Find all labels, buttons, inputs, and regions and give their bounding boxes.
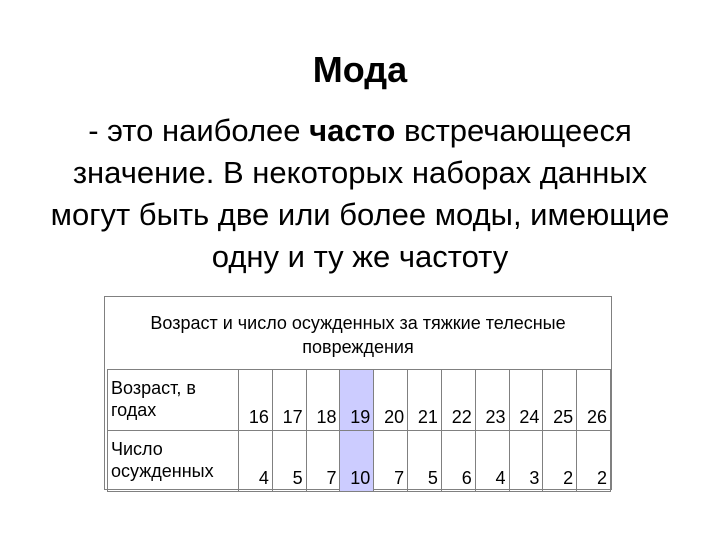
table-cell: 26 — [577, 370, 611, 431]
table-cell: 5 — [408, 431, 442, 492]
table-cell: 6 — [441, 431, 475, 492]
table-cell: 23 — [475, 370, 509, 431]
table-cell: 18 — [306, 370, 340, 431]
row-label-count: Число осужденных — [108, 431, 239, 492]
table-cell: 17 — [272, 370, 306, 431]
table-cell: 2 — [577, 431, 611, 492]
table-cell: 25 — [543, 370, 577, 431]
definition-rest: встречающееся значение. В некоторых наборах данных могут быть две или более моды, имеющие одну и ту же частоту — [50, 113, 670, 274]
definition-text — [30, 110, 690, 278]
table-cell: 7 — [306, 431, 340, 492]
embedded-table — [104, 296, 612, 490]
table-cell-mode: 10 — [340, 431, 374, 492]
table-cell: 5 — [272, 431, 306, 492]
table-row-count — [108, 431, 611, 492]
table-cell: 22 — [441, 370, 475, 431]
table-cell: 20 — [374, 370, 408, 431]
table-cell: 16 — [239, 370, 273, 431]
table-cell-mode: 19 — [340, 370, 374, 431]
definition-prefix: - это наиболее — [88, 113, 310, 148]
table-cell: 7 — [374, 431, 408, 492]
table-cell: 4 — [239, 431, 273, 492]
table-cell: 24 — [509, 370, 543, 431]
table-row-age — [108, 370, 611, 431]
table-caption: Возраст и число осужденных за тяжкие телесные повреждения — [150, 313, 566, 357]
data-table — [107, 369, 611, 492]
table-cell: 2 — [543, 431, 577, 492]
row-label-age: Возраст, в годах — [108, 370, 239, 431]
table-cell: 21 — [408, 370, 442, 431]
table-cell: 3 — [509, 431, 543, 492]
table-cell: 4 — [475, 431, 509, 492]
definition-emphasis: часто — [309, 113, 396, 148]
slide-title: Мода — [312, 49, 408, 90]
